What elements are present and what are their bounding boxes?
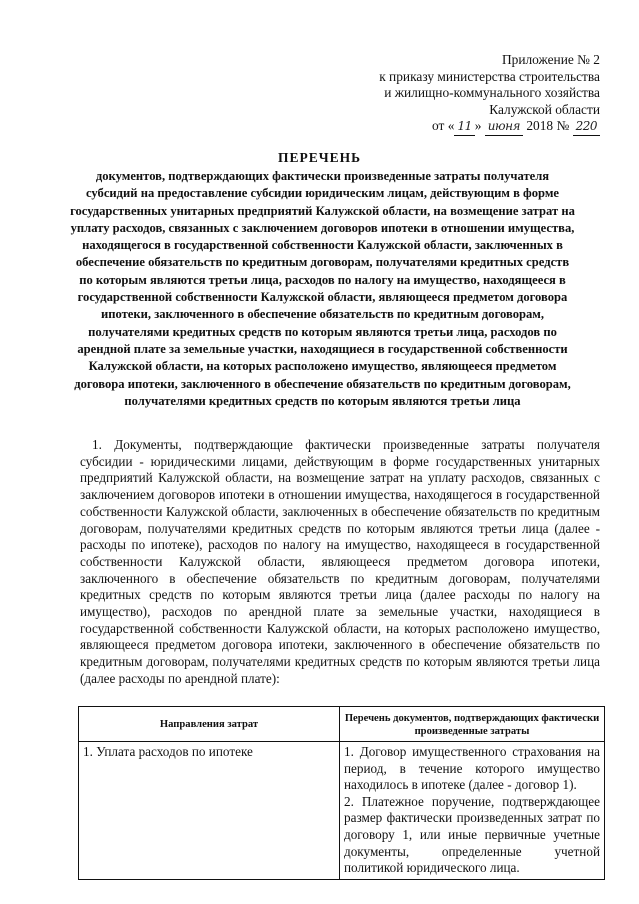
document-item: 1. Договор имущественного страхования на период, в течение которого имущество находилось в ипотеке (далее - договор 1). bbox=[344, 744, 600, 793]
date-year: 2018 bbox=[526, 118, 554, 133]
date-day-handwritten: 11 bbox=[454, 118, 474, 136]
row-direction: 1. Уплата расходов по ипотеке bbox=[79, 742, 340, 880]
appendix-date-line bbox=[335, 118, 600, 136]
number-value-handwritten: 220 bbox=[573, 118, 600, 136]
expenses-table bbox=[78, 706, 605, 880]
appendix-order-ref: к приказу министерства строительства bbox=[379, 68, 600, 84]
date-month-handwritten: июня bbox=[485, 118, 523, 136]
document-subtitle: документов, подтверждающих фактически произведенные затраты получателя субсидий на предоставление субсидии юридическим лицам, действующим в форме государственных унитарных предприятий Калужской области, на возмещение затрат на уплату расходов, связанных с заключением договоров ипотеки в отношении имущества, находящегося в государственной собственности Калужской области, заключенных в обеспечение обязательств по кредитным договорам, получателями кредитных средств по которым являются третьи лица, расходов по налогу на имущество, находящееся в государственной собственности Калужской области, являющееся предметом договора ипотеки, заключенного в обеспечение обязательств по кредитным договорам, получателями кредитных средств по которым являются третьи лица, расходов по арендной плате за земельные участки, находящиеся в государственной собственности Калужской области, на которых расположено имущество, являющееся предметом договора ипотеки, заключенного в обеспечение обязательств по кредитным договорам, получателями кредитных средств по которым являются третьи лица bbox=[70, 169, 575, 408]
table-row bbox=[79, 742, 605, 880]
date-prefix: от « bbox=[432, 118, 455, 133]
appendix-number: Приложение № 2 bbox=[501, 52, 600, 67]
document-item: 2. Платежное поручение, подтверждающее размер фактически произведенных затрат по договору 1, или иные первичные учетные документы, определенные учетной политикой юридического лица. bbox=[344, 793, 600, 876]
appendix-ministry: и жилищно-коммунального хозяйства bbox=[384, 85, 600, 100]
row-documents bbox=[340, 742, 605, 880]
date-mid: » bbox=[474, 118, 482, 133]
appendix-region: Калужской области bbox=[489, 101, 600, 117]
header-directions: Направления затрат bbox=[79, 707, 340, 742]
number-label: № bbox=[556, 118, 570, 133]
appendix-header bbox=[335, 52, 600, 136]
table-header-row bbox=[79, 707, 605, 742]
document-title: ПЕРЕЧЕНЬ bbox=[277, 150, 362, 165]
header-documents: Перечень документов, подтверждающих фактически произведенные затраты bbox=[340, 707, 605, 742]
paragraph-1: 1. Документы, подтверждающие фактически произведенные затраты получателя субсидии - юридическими лицами, действующим в форме государственных унитарных предприятий Калужской области, на возмещение затрат на уплату расходов, связанных с заключением договоров ипотеки в отношении имущества, находящегося в государственной собственности Калужской области, заключенных в обеспечение обязательств по кредитным договорам, получателями кредитных средств по которым являются третьи лица (далее - расходы по ипотеке), расходов по налогу на имущество, находящееся в государственной собственности Калужской области, являющееся предметом договора ипотеки, заключенного в обеспечение обязательств по кредитным договорам, получателями кредитных средств по которым являются третьи лица (далее расходы по налогу на имущество), расходов по арендной плате за земельные участки, находящиеся в государственной собственности Калужской области, на которых расположено имущество, являющееся предметом договора ипотеки, заключенного в обеспечение обязательств по кредитным договорам, получателями кредитных средств по которым являются третьи лица (далее расходы по арендной плате): bbox=[80, 437, 600, 686]
